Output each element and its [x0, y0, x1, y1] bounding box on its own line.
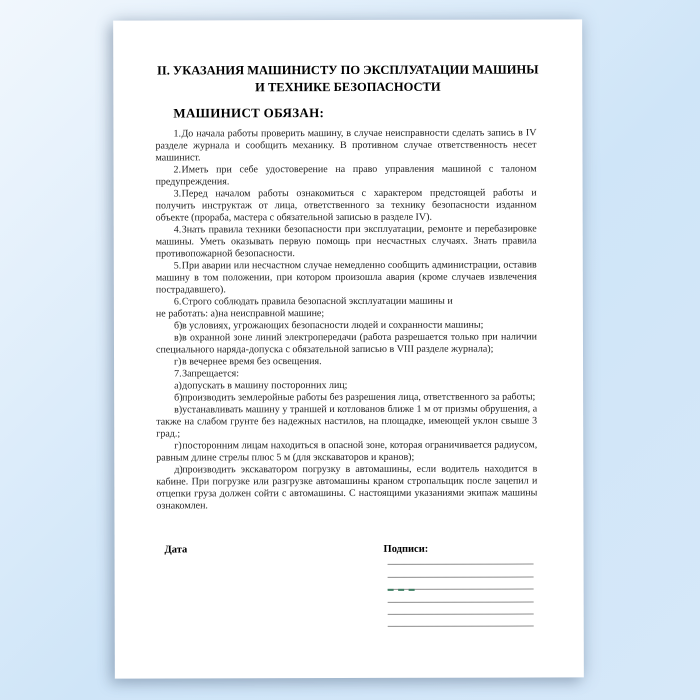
paragraph-marker: а) [174, 380, 182, 392]
paragraph-marker: б) [174, 392, 183, 404]
paragraph: 2.Иметь при себе удостоверение на право управления машиной с талоном предупреждения. [155, 163, 537, 188]
document-title [113, 61, 582, 96]
paragraph-marker: г) [174, 356, 182, 368]
signature-line [388, 577, 534, 590]
date-label: Дата [164, 544, 188, 556]
signature-line [388, 590, 534, 603]
paragraph: 7.Запрещается: [156, 368, 537, 381]
paragraph: 1.До начала работы проверить машину, в случае неисправности сделать запись в IV разделе журнала и сообщить механику. В противном случае ответственность несет машинист. [155, 127, 537, 164]
paragraph-marker: 5. [173, 260, 182, 272]
title-line-2: И ТЕХНИКЕ БЕЗОПАСНОСТИ [255, 79, 441, 95]
signature-line [388, 602, 534, 615]
paragraph: г)в вечернее время без освещения. [156, 356, 537, 369]
paragraph-marker: д) [174, 464, 183, 476]
paragraph-marker: в) [173, 332, 183, 344]
signatures-label: Подписи: [383, 543, 429, 555]
paragraph-marker: г) [174, 440, 182, 452]
document-page [113, 19, 584, 678]
paragraph-marker: б) [173, 320, 183, 332]
paragraph: д)производить экскаватором погрузку в автомашины, если водитель находится в кабине. При погрузке или разгрузке автомашины краном стропальщик после зацепил и отцепки груза должен сойти с автомашины. С настоящими указаниями экипаж машины ознакомлен. [156, 463, 538, 512]
document-subtitle: МАШИНИСТ ОБЯЗАН: [173, 105, 325, 121]
paragraph: 3.Перед началом работы ознакомиться с характером предстоящей работы и получить инструктаж от лица, ответственного за технику безопасности изданном объекте (прораба, мастера с обязательной записью в разделе IV). [155, 187, 537, 224]
paragraph-marker: 1. [173, 128, 181, 140]
signature-line [388, 553, 534, 566]
paragraph: 4.Знать правила техники безопасности при эксплуатации, ремонте и перебазировке машины. Уметь оказывать первую помощь при несчастных случаях. Знать правила противопожарной безопасности. [155, 223, 537, 260]
paragraph-marker: 6. [173, 296, 182, 308]
paragraph-marker: 7. [174, 368, 182, 380]
paragraph-marker: в) [174, 404, 183, 416]
paragraph: г)посторонним лицам находиться в опасной зоне, которая ограничивается радиусом, равным длине стрелы плюс 5 м (для экскаваторов и кранов); [156, 439, 538, 464]
paragraph: а)допускать в машину посторонних лиц; [156, 380, 537, 393]
paragraph-marker: 2. [173, 164, 182, 176]
paragraph: в)устанавливать машину у траншей и котлованов ближе 1 м от призмы обрушения, а также на слабом грунте без надежных настилов, на площадке, имеющей уклон свыше 3 град.; [156, 403, 538, 440]
paragraph-marker: 3. [173, 188, 182, 200]
paragraph: не работать: а)на неисправной машине; [155, 308, 325, 320]
signature-lines [388, 553, 534, 628]
paragraph-marker: 4. [173, 224, 182, 236]
paragraph: 5.При аварии или несчастном случае немедленно сообщить администрации, оставив машину в том положении, при котором произошла авария (кроме случаев извлечения пострадавшего). [155, 259, 537, 296]
signature-line [388, 614, 534, 627]
title-line-1: II. УКАЗАНИЯ МАШИНИСТУ ПО ЭКСПЛУАТАЦИИ МАШИНЫ [157, 62, 539, 78]
paragraph: б)производить землеройные работы без разрешения лица, ответственного за работы; [156, 392, 537, 405]
paragraph: в)в охранной зоне линий электропередачи (работа разрешается только при наличии специального наряда-допуска с обязательной записью в VIII разделе журнала); [155, 331, 537, 356]
paragraph: б)в условиях, угрожающих безопасности людей и сохранности машины; [156, 320, 537, 333]
paragraph: 6.Строго соблюдать правила безопасной эксплуатации машины и [156, 296, 537, 309]
document-body [155, 128, 537, 513]
signature-line [388, 565, 534, 578]
